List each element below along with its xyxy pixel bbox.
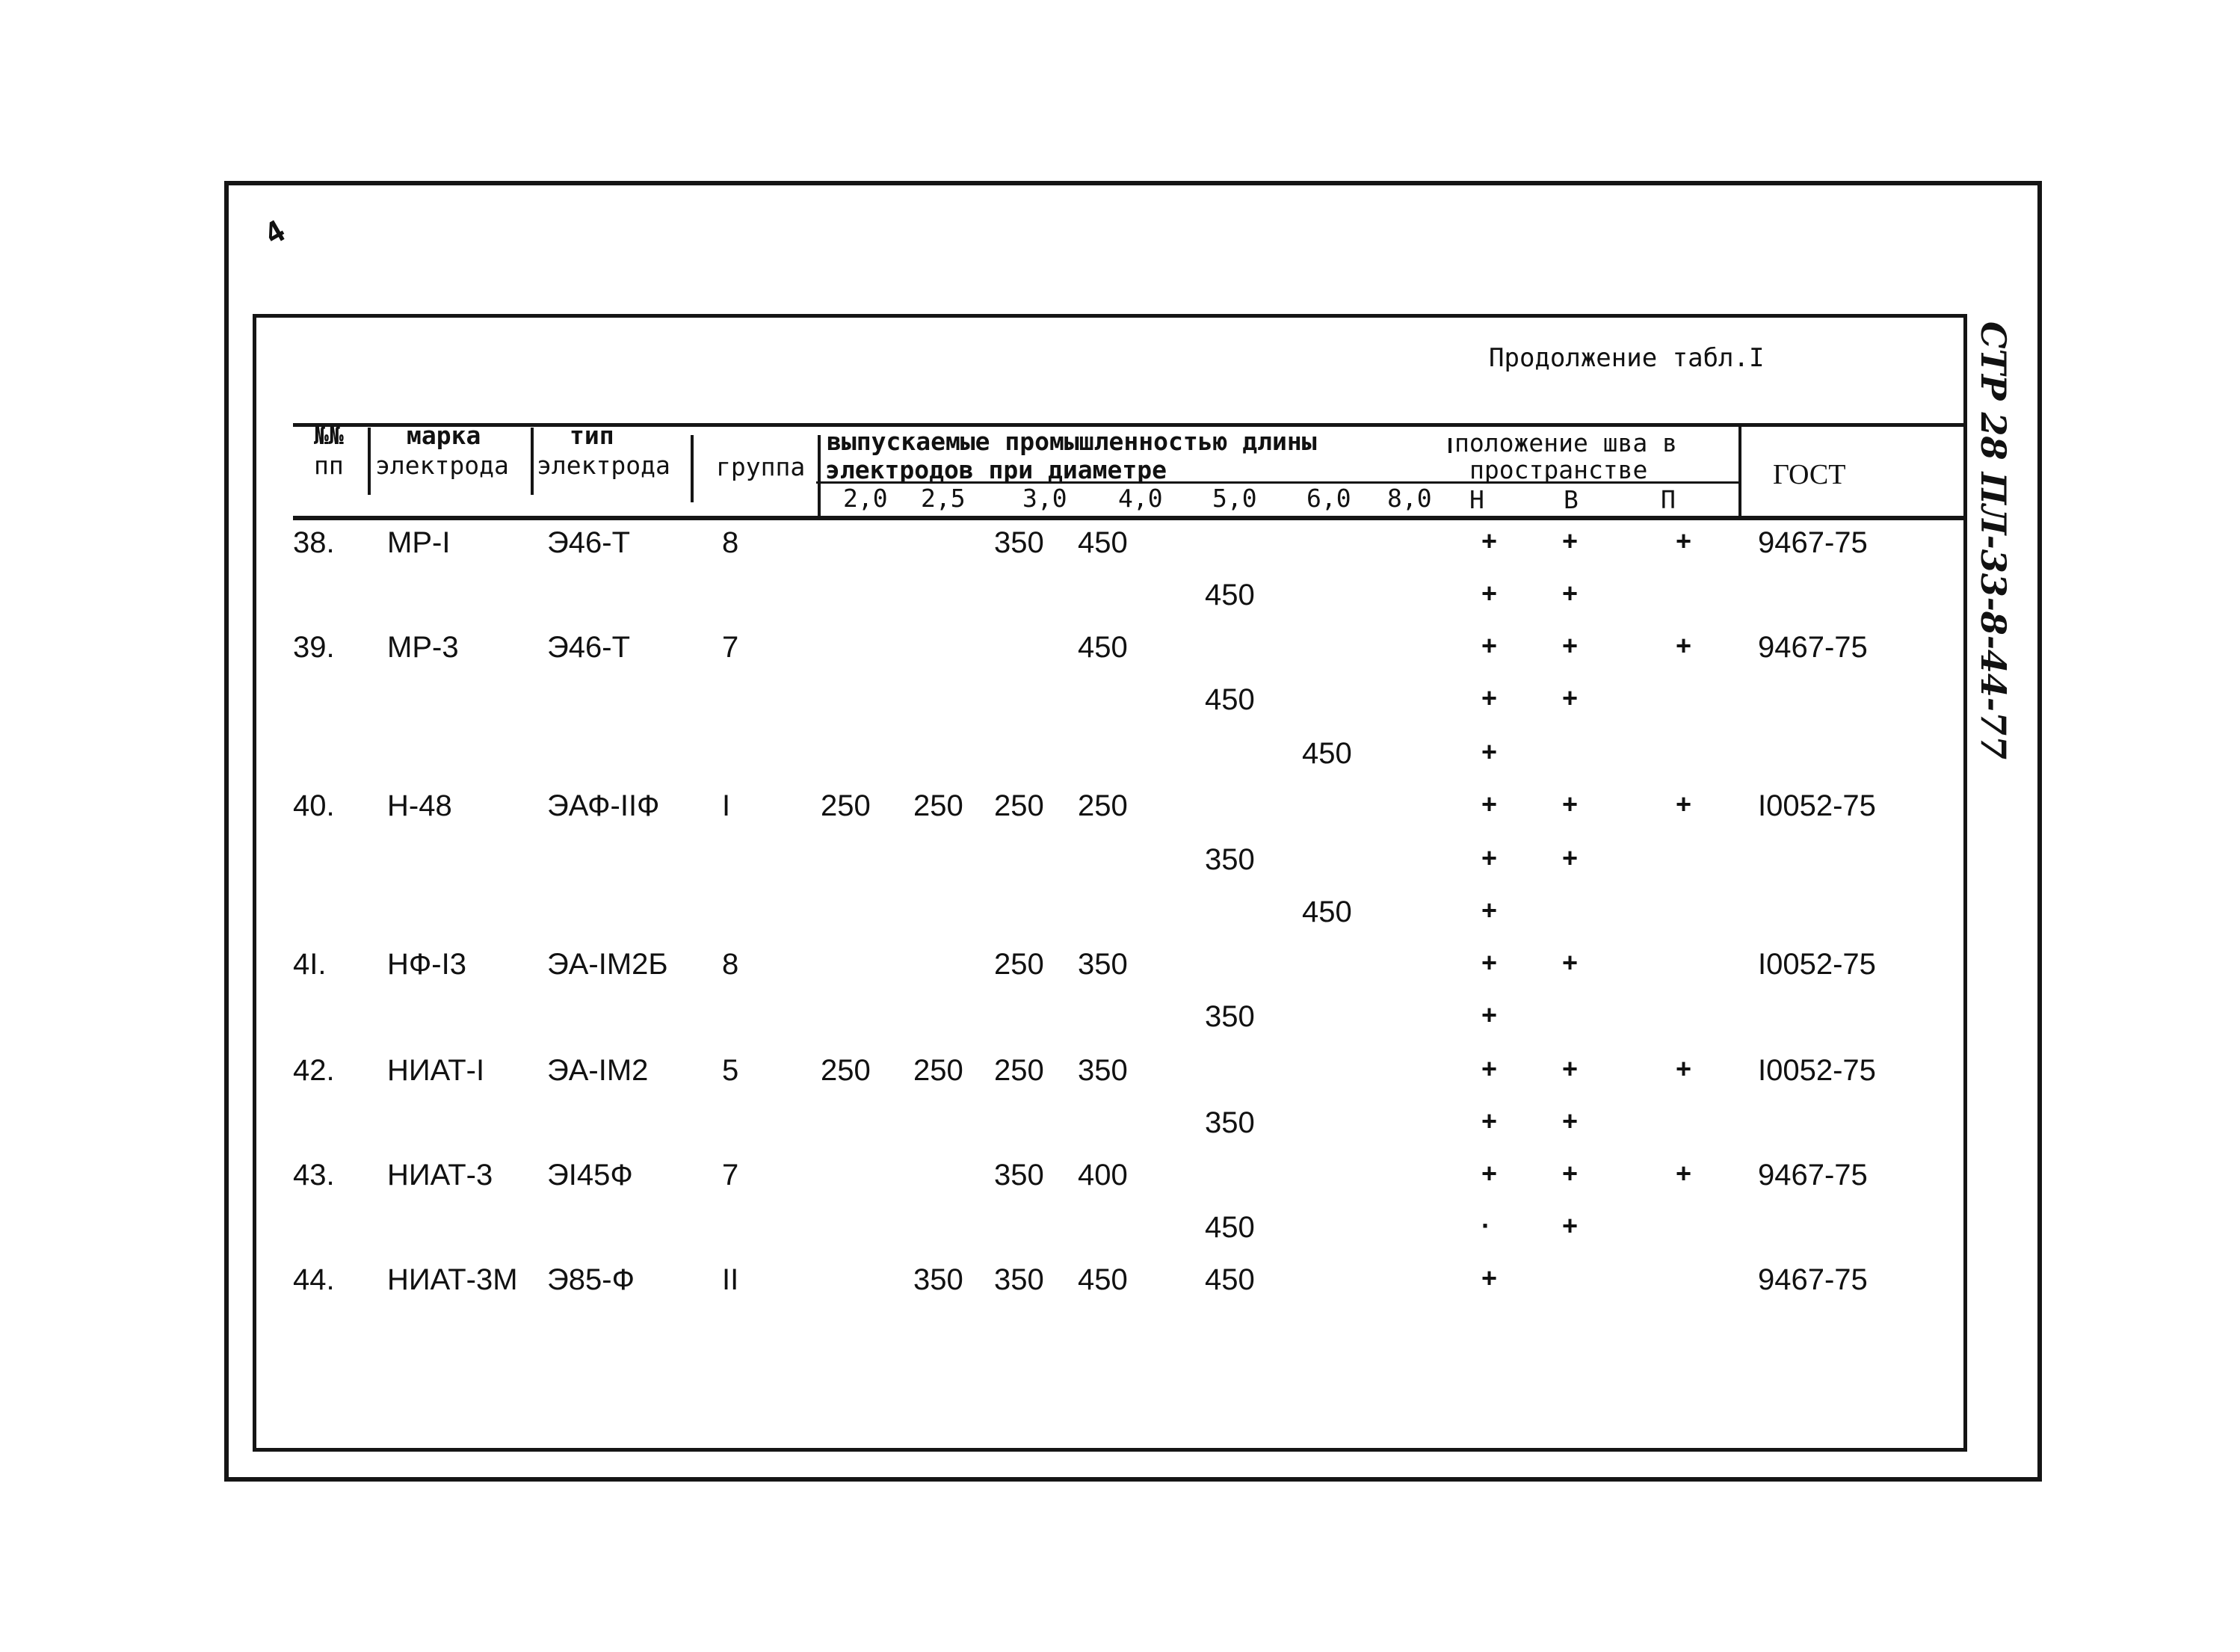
table-continuation-caption: Продолжение табл.I	[1489, 343, 1765, 373]
position-n-mark: +	[1481, 1053, 1498, 1084]
length-d5-0: 450	[1205, 1211, 1255, 1244]
length-d5-0: 450	[1205, 579, 1255, 611]
electrode-brand: МР-3	[387, 631, 459, 664]
position-n-mark: +	[1481, 526, 1498, 556]
position-v-mark: +	[1562, 1053, 1579, 1084]
length-d4-0: 250	[1078, 789, 1128, 822]
header-group: группа	[716, 452, 806, 481]
position-n-mark: +	[1481, 1106, 1498, 1136]
position-n-mark: +	[1481, 789, 1498, 819]
length-d5-0: 350	[1205, 843, 1255, 876]
gost-cell: I0052-75	[1758, 948, 1876, 981]
group-cell: 8	[722, 948, 739, 981]
header-position-v: В	[1564, 485, 1579, 514]
length-d5-0: 450	[1205, 683, 1255, 716]
position-p-mark: +	[1676, 1158, 1692, 1189]
position-p-mark: +	[1676, 789, 1692, 819]
electrode-brand: МР-I	[387, 526, 451, 559]
length-d4-0: 450	[1078, 1263, 1128, 1296]
group-cell: 7	[722, 631, 739, 664]
header-separator	[531, 428, 534, 495]
header-type-line1: тип	[570, 421, 614, 450]
position-n-mark: +	[1481, 736, 1498, 767]
length-d2-0: 250	[821, 789, 871, 822]
header-diameter: 3,0	[1022, 484, 1067, 513]
header-brand-line1: марка	[407, 421, 481, 450]
group-cell: 5	[722, 1054, 739, 1087]
group-cell: II	[722, 1263, 739, 1296]
header-brand-line2: электрода	[375, 451, 509, 480]
group-cell: 8	[722, 526, 739, 559]
length-d3-0: 250	[994, 789, 1044, 822]
electrode-brand: НФ-I3	[387, 948, 466, 981]
position-v-mark: +	[1562, 842, 1579, 873]
length-d6-0: 450	[1302, 896, 1352, 928]
length-d3-0: 250	[994, 948, 1044, 981]
position-p-mark: +	[1676, 526, 1692, 556]
header-lengths-line1: выпускаемые промышленностью длины	[827, 427, 1317, 456]
row-number: 43.	[293, 1159, 335, 1192]
row-number: 40.	[293, 789, 335, 822]
row-number: 42.	[293, 1054, 335, 1087]
position-n-mark: +	[1481, 842, 1498, 873]
position-n-mark: ·	[1481, 1210, 1490, 1241]
position-p-mark: +	[1676, 630, 1692, 661]
position-n-mark: +	[1481, 1158, 1498, 1189]
gost-cell: 9467-75	[1758, 1159, 1868, 1192]
electrode-brand: НИАТ-3М	[387, 1263, 518, 1296]
header-gost: ГОСТ	[1773, 459, 1846, 490]
header-separator	[1738, 425, 1741, 517]
header-separator	[691, 435, 694, 502]
length-d2-5: 350	[913, 1263, 963, 1296]
header-diameter: 5,0	[1212, 484, 1257, 513]
header-position-n: Н	[1469, 485, 1484, 514]
position-n-mark: +	[1481, 895, 1498, 925]
electrode-type: ЭI45Ф	[547, 1159, 633, 1192]
length-d5-0: 350	[1205, 1000, 1255, 1033]
position-v-mark: +	[1562, 526, 1579, 556]
header-type-line2: электрода	[537, 451, 670, 480]
header-diameter: 2,0	[843, 484, 888, 513]
header-separator	[1448, 438, 1451, 453]
row-number: 44.	[293, 1263, 335, 1296]
electrode-type: Э46-Т	[547, 631, 630, 664]
electrode-type: ЭА-IМ2	[547, 1054, 649, 1087]
length-d3-0: 350	[994, 1159, 1044, 1192]
position-v-mark: +	[1562, 1106, 1579, 1136]
position-v-mark: +	[1562, 1210, 1579, 1241]
header-diameter: 4,0	[1118, 484, 1163, 513]
gost-cell: 9467-75	[1758, 1263, 1868, 1296]
electrode-type: ЭАФ-IIФ	[547, 789, 660, 822]
group-cell: I	[722, 789, 731, 822]
length-d2-5: 250	[913, 789, 963, 822]
length-d2-5: 250	[913, 1054, 963, 1087]
page-number: 4	[259, 214, 291, 253]
row-number: 39.	[293, 631, 335, 664]
gost-cell: 9467-75	[1758, 526, 1868, 559]
position-v-mark: +	[1562, 630, 1579, 661]
position-p-mark: +	[1676, 1053, 1692, 1084]
header-number-line2: пп	[314, 451, 344, 480]
length-d4-0: 400	[1078, 1159, 1128, 1192]
row-number: 38.	[293, 526, 335, 559]
position-n-mark: +	[1481, 1263, 1498, 1293]
length-d4-0: 350	[1078, 948, 1128, 981]
header-diameter: 6,0	[1306, 484, 1351, 513]
position-v-mark: +	[1562, 1158, 1579, 1189]
position-n-mark: +	[1481, 578, 1498, 608]
position-v-mark: +	[1562, 947, 1579, 978]
length-d4-0: 350	[1078, 1054, 1128, 1087]
length-d5-0: 450	[1205, 1263, 1255, 1296]
electrode-type: ЭА-IМ2Б	[547, 948, 668, 981]
length-d3-0: 250	[994, 1054, 1044, 1087]
row-number: 4I.	[293, 948, 327, 981]
position-v-mark: +	[1562, 682, 1579, 713]
header-position-line1: положение шва в	[1454, 428, 1678, 457]
length-d6-0: 450	[1302, 737, 1352, 770]
position-n-mark: +	[1481, 682, 1498, 713]
header-position-line2: пространстве	[1469, 455, 1648, 484]
length-d2-0: 250	[821, 1054, 871, 1087]
gost-cell: I0052-75	[1758, 1054, 1876, 1087]
electrode-type: Э85-Ф	[547, 1263, 635, 1296]
gost-cell: I0052-75	[1758, 789, 1876, 822]
header-diameter: 2,5	[921, 484, 966, 513]
header-separator	[818, 435, 821, 519]
electrode-brand: НИАТ-3	[387, 1159, 493, 1192]
group-cell: 7	[722, 1159, 739, 1192]
header-number-line1: №№	[314, 421, 344, 450]
length-d5-0: 350	[1205, 1106, 1255, 1139]
length-d3-0: 350	[994, 1263, 1044, 1296]
length-d3-0: 350	[994, 526, 1044, 559]
position-n-mark: +	[1481, 947, 1498, 978]
header-separator	[368, 428, 371, 495]
header-position-p: П	[1661, 485, 1676, 514]
electrode-brand: Н-48	[387, 789, 452, 822]
position-v-mark: +	[1562, 578, 1579, 608]
electrode-brand: НИАТ-I	[387, 1054, 485, 1087]
header-bottom-rule	[293, 516, 1966, 520]
header-diameter: 8,0	[1387, 484, 1432, 513]
length-d4-0: 450	[1078, 526, 1128, 559]
position-n-mark: +	[1481, 999, 1498, 1030]
position-v-mark: +	[1562, 789, 1579, 819]
side-stamp: СТР 28 ПЛ-33-8-44-77	[1973, 321, 2014, 760]
electrode-type: Э46-Т	[547, 526, 630, 559]
length-d4-0: 450	[1078, 631, 1128, 664]
header-lengths-line2: электродов при диаметре	[825, 455, 1167, 484]
position-n-mark: +	[1481, 630, 1498, 661]
gost-cell: 9467-75	[1758, 631, 1868, 664]
